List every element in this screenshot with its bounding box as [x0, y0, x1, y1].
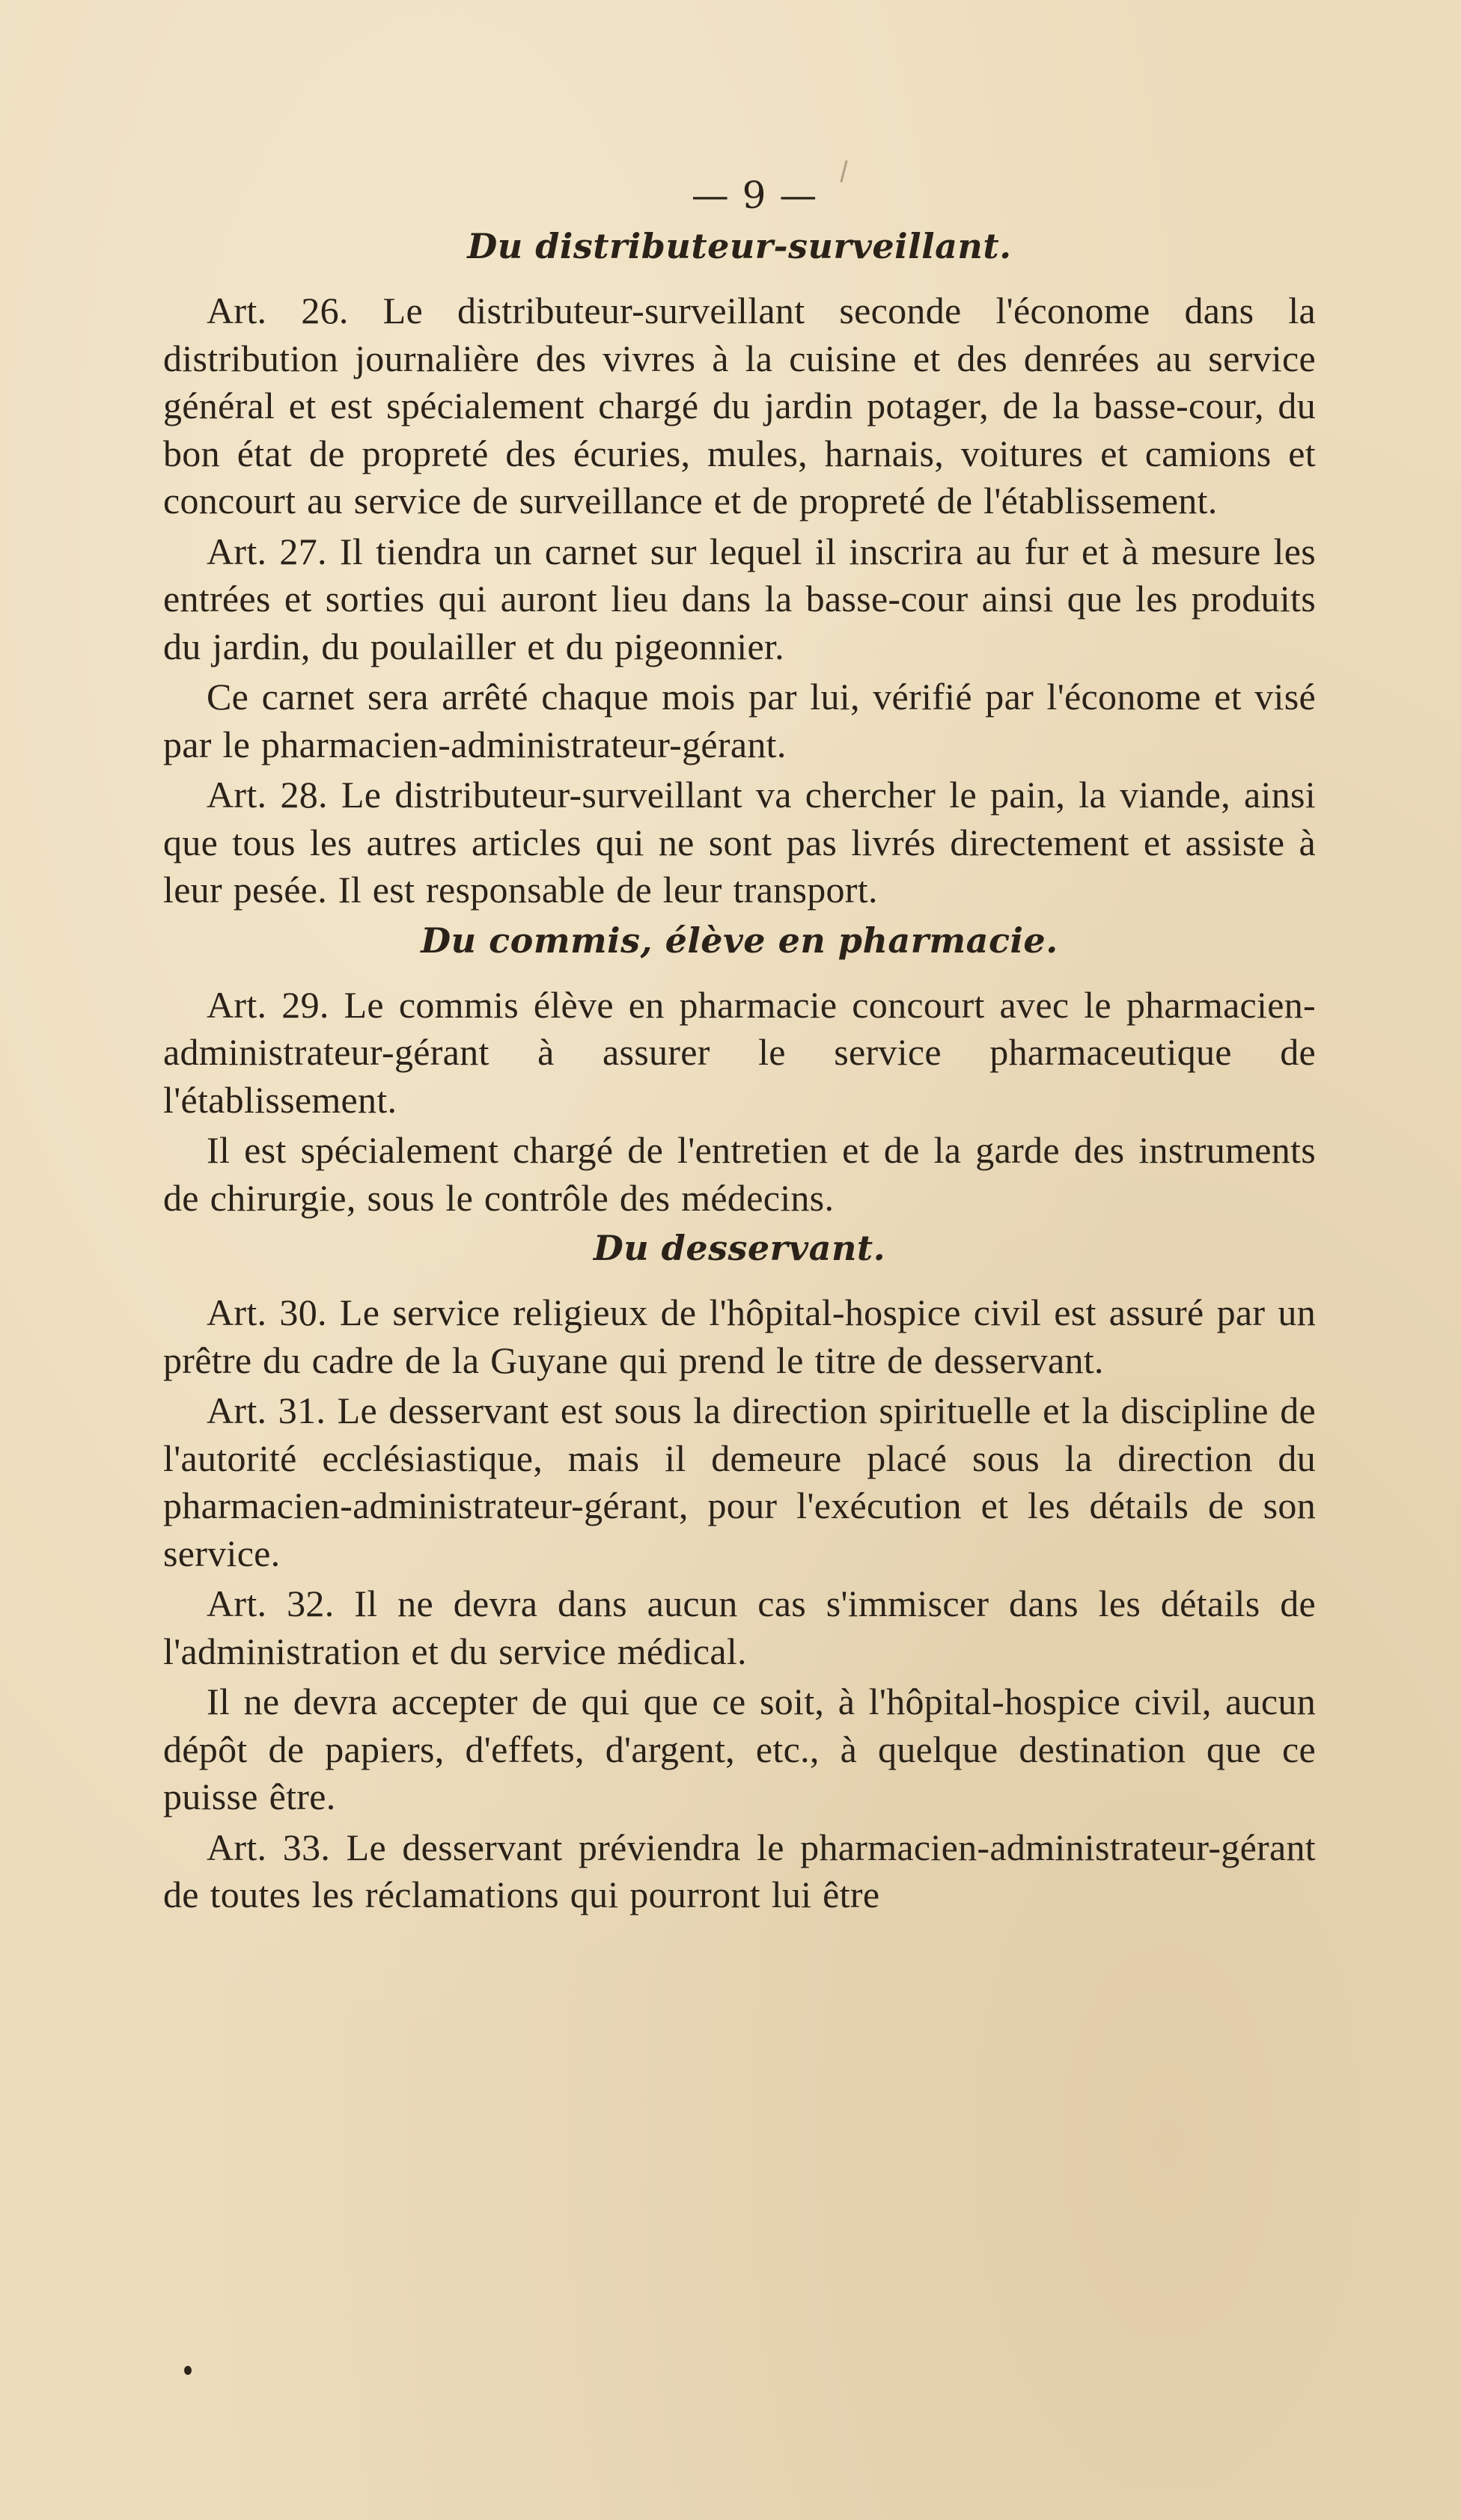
section-heading: Du commis, élève en pharmacie.: [421, 920, 1058, 961]
ink-spot: [184, 2366, 192, 2375]
article-32: Art. 32. Il ne devra dans aucun cas s'immiscer dans les détails de l'administration et du service médical.: [163, 1582, 1316, 1672]
article-27: Art. 27. Il tiendra un carnet sur lequel il inscrira au fur et à mesure les entrées et sorties qui auront lieu dans la basse-cour ainsi que les produits du jardin, du poulailler et du pigeonnier.: [163, 530, 1316, 667]
article-30: Art. 30. Le service religieux de l'hôpital-hospice civil est assuré par un prêtre du cadre de la Guyane qui prend le titre de desservant.: [163, 1291, 1316, 1381]
section-desservant: [163, 1228, 1316, 1919]
article-29-paragraph-2: Il est spécialement chargé de l'entretien et de la garde des instruments de chirurgie, sous le contrôle des médecins.: [163, 1129, 1316, 1219]
section-commis: [163, 920, 1316, 1223]
article-31: Art. 31. Le desservant est sous la direction spirituelle et la discipline de l'autorité ecclésiastique, mais il demeure placé sous la direction du pharmacien-administrateur-gérant, pour l'exécution et les détails de son service.: [163, 1389, 1316, 1574]
article-33: Art. 33. Le desservant préviendra le pharmacien-administrateur-gérant de toutes les réclamations qui pourront lui être: [163, 1826, 1316, 1915]
article-26: Art. 26. Le distributeur-surveillant seconde l'économe dans la distribution journalière des vivres à la cuisine et des denrées au service général et est spécialement chargé du jardin potager, de la basse-cour, du bon état de propreté des écuries, mules, harnais, voitures et camions et concourt au service de surveillance et de propreté de l'établissement.: [163, 290, 1316, 522]
section-heading: Du desservant.: [593, 1228, 886, 1268]
article-28: Art. 28. Le distributeur-surveillant va chercher le pain, la viande, ainsi que tous les autres articles qui ne sont pas livrés directement et assiste à leur pesée. Il est responsable de leur transport.: [163, 774, 1316, 911]
article-27-paragraph-2: Ce carnet sera arrêté chaque mois par lui, vérifié par l'économe et visé par le pharmacien-administrateur-gérant.: [163, 676, 1316, 765]
page-number: — 9 —: [691, 174, 818, 217]
section-distributeur: [163, 226, 1316, 914]
article-32-paragraph-2: Il ne devra accepter de qui que ce soit, à l'hôpital-hospice civil, aucun dépôt de papiers, d'effets, d'argent, etc., à quelque destination que ce puisse être.: [163, 1680, 1316, 1817]
article-29: Art. 29. Le commis élève en pharmacie concourt avec le pharmacien-administrateur-gérant à assurer le service pharmaceutique de l'établissement.: [163, 983, 1316, 1121]
document-page: [163, 174, 1316, 2418]
section-heading: Du distributeur-surveillant.: [467, 226, 1012, 266]
